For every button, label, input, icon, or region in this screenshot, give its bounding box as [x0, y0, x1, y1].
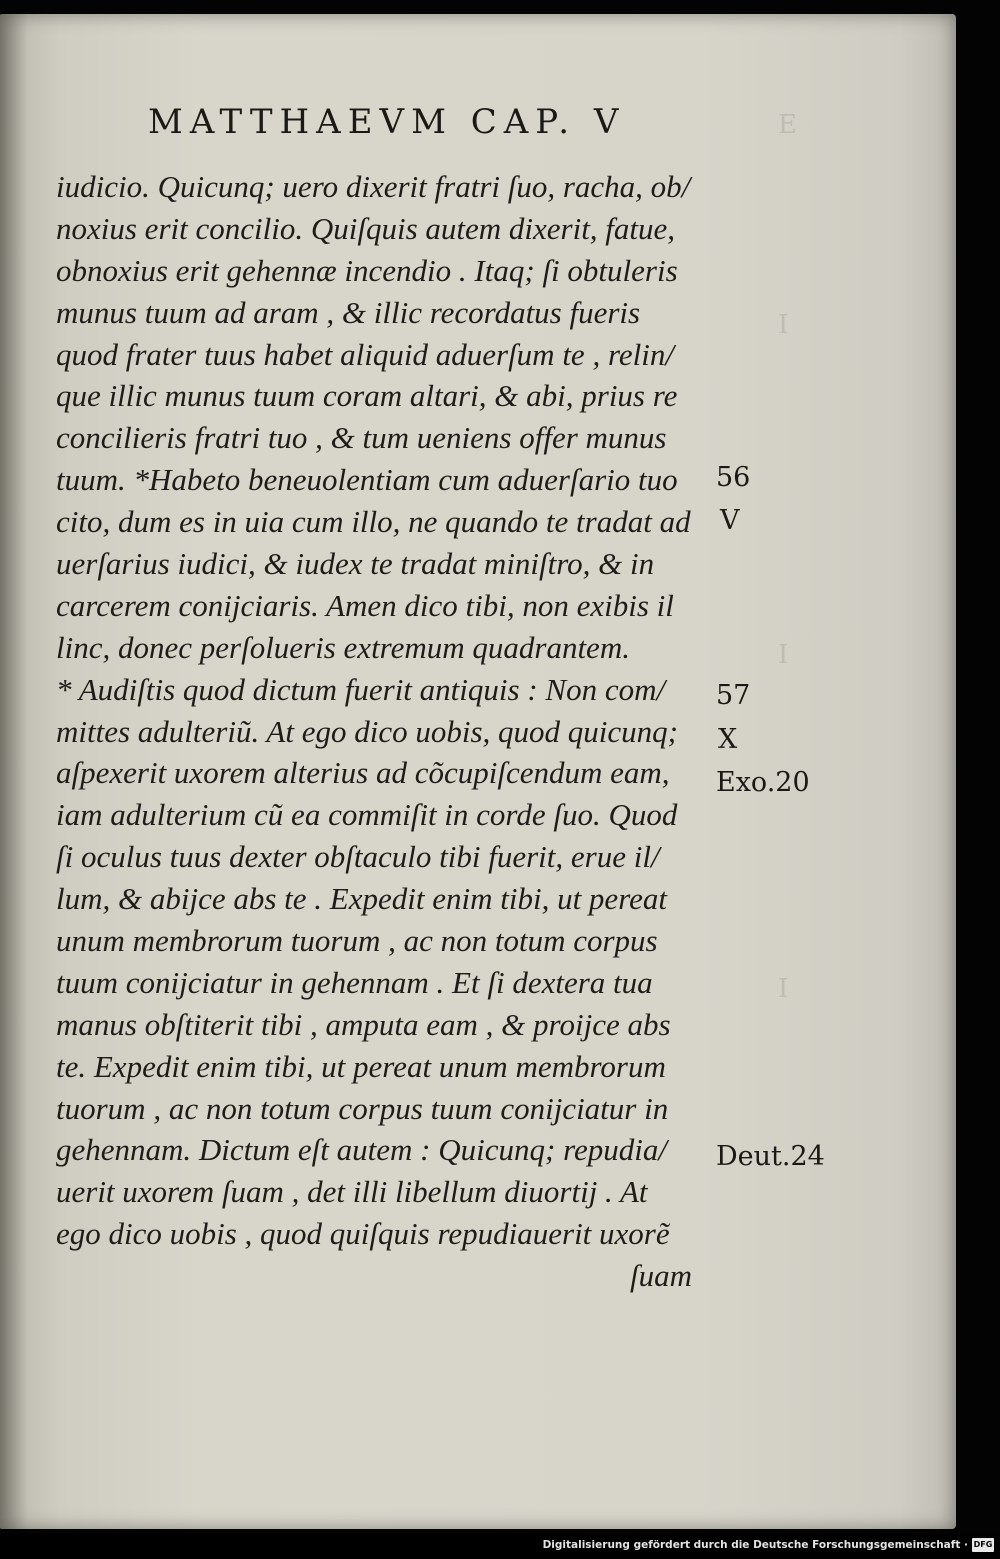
text-line: * Audiſtis quod dictum fuerit antiquis : Non com/ [56, 671, 666, 707]
text-line: linc, donec perſolueris extremum quadrantem. [56, 629, 630, 665]
text-line: ego dico uobis , quod quiſquis repudiauerit uxorẽ [56, 1216, 670, 1252]
text-line: tuum. *Habeto beneuolentiam cum aduerſario tuo [56, 462, 678, 498]
text-line: munus tuum ad aram , & illic recordatus fueris [56, 294, 641, 330]
text-line: uerſarius iudici, & iudex te tradat miniſtro, & in [56, 546, 655, 582]
text-line: carcerem conijciaris. Amen dico tibi, non exibis il [56, 587, 674, 623]
text-line: ſi oculus tuus dexter obſtaculo tibi fuerit, erue il/ [56, 839, 660, 875]
text-line: gehennam. Dictum eſt autem : Quicunq; repudia/ [56, 1132, 667, 1168]
cross-reference-deuteronomy: Deut.24 [716, 1141, 825, 1172]
text-line: iudicio. Quicunq; uero dixerit fratri ſuo, racha, ob/ [56, 169, 691, 204]
text-line: concilieris fratri tuo , & tum ueniens offer munus [56, 420, 667, 456]
body-text [56, 166, 716, 1297]
verse-number-57: 57 [716, 680, 751, 711]
running-head: MATTHAEVM CAP. V [148, 102, 626, 142]
bleed-through-mark: I [778, 974, 791, 1004]
text-line: que illic munus tuum coram altari, & abi, prius re [56, 378, 678, 414]
funding-credit: Digitalisierung gefördert durch die Deutsche Forschungsgemeinschaft · [542, 1539, 968, 1551]
cross-reference-exodus: Exo.20 [716, 767, 810, 798]
section-letter-v: V [720, 505, 740, 536]
text-line: lum, & abijce abs te . Expedit enim tibi, ut pereat [56, 881, 667, 917]
bleed-through-mark: I [778, 640, 791, 670]
text-line: quod frater tuus habet aliquid aduerſum te , relin/ [56, 336, 674, 372]
text-line: uerit uxorem ſuam , det illi libellum diuortij . At [56, 1174, 648, 1210]
text-line: unum membrorum tuorum , ac non totum corpus [56, 923, 658, 959]
dfg-logo-icon: DFG [972, 1538, 994, 1552]
text-line: manus obſtiterit tibi , amputa eam , & proijce abs [56, 1006, 671, 1042]
bleed-through-mark: E [778, 110, 799, 140]
footer-bar [0, 1534, 1000, 1559]
bleed-through-mark: I [778, 310, 791, 340]
text-line: tuorum , ac non totum corpus tuum conijciatur in [56, 1090, 669, 1126]
catchword: ſuam [630, 1258, 692, 1294]
text-line: te. Expedit enim tibi, ut pereat unum membrorum [56, 1048, 666, 1084]
text-line: noxius erit concilio. Quiſquis autem dixerit, fatue, [56, 210, 676, 246]
text-line: aſpexerit uxorem alterius ad cõcupiſcendum eam, [56, 755, 670, 791]
text-line: tuum conijciatur in gehennam . Et ſi dextera tua [56, 964, 653, 1000]
text-line: iam adulterium cũ ea commiſit in corde ſuo. Quod [56, 797, 678, 833]
verse-number-56: 56 [716, 462, 751, 493]
text-line: cito, dum es in uia cum illo, ne quando te tradat ad [56, 504, 691, 540]
text-line: mittes adulteriũ. At ego dico uobis, quod quicunq; [56, 713, 678, 749]
book-page [0, 14, 956, 1529]
section-letter-x: X [718, 724, 738, 755]
text-line: obnoxius erit gehennæ incendio . Itaq; ſi obtuleris [56, 252, 678, 288]
